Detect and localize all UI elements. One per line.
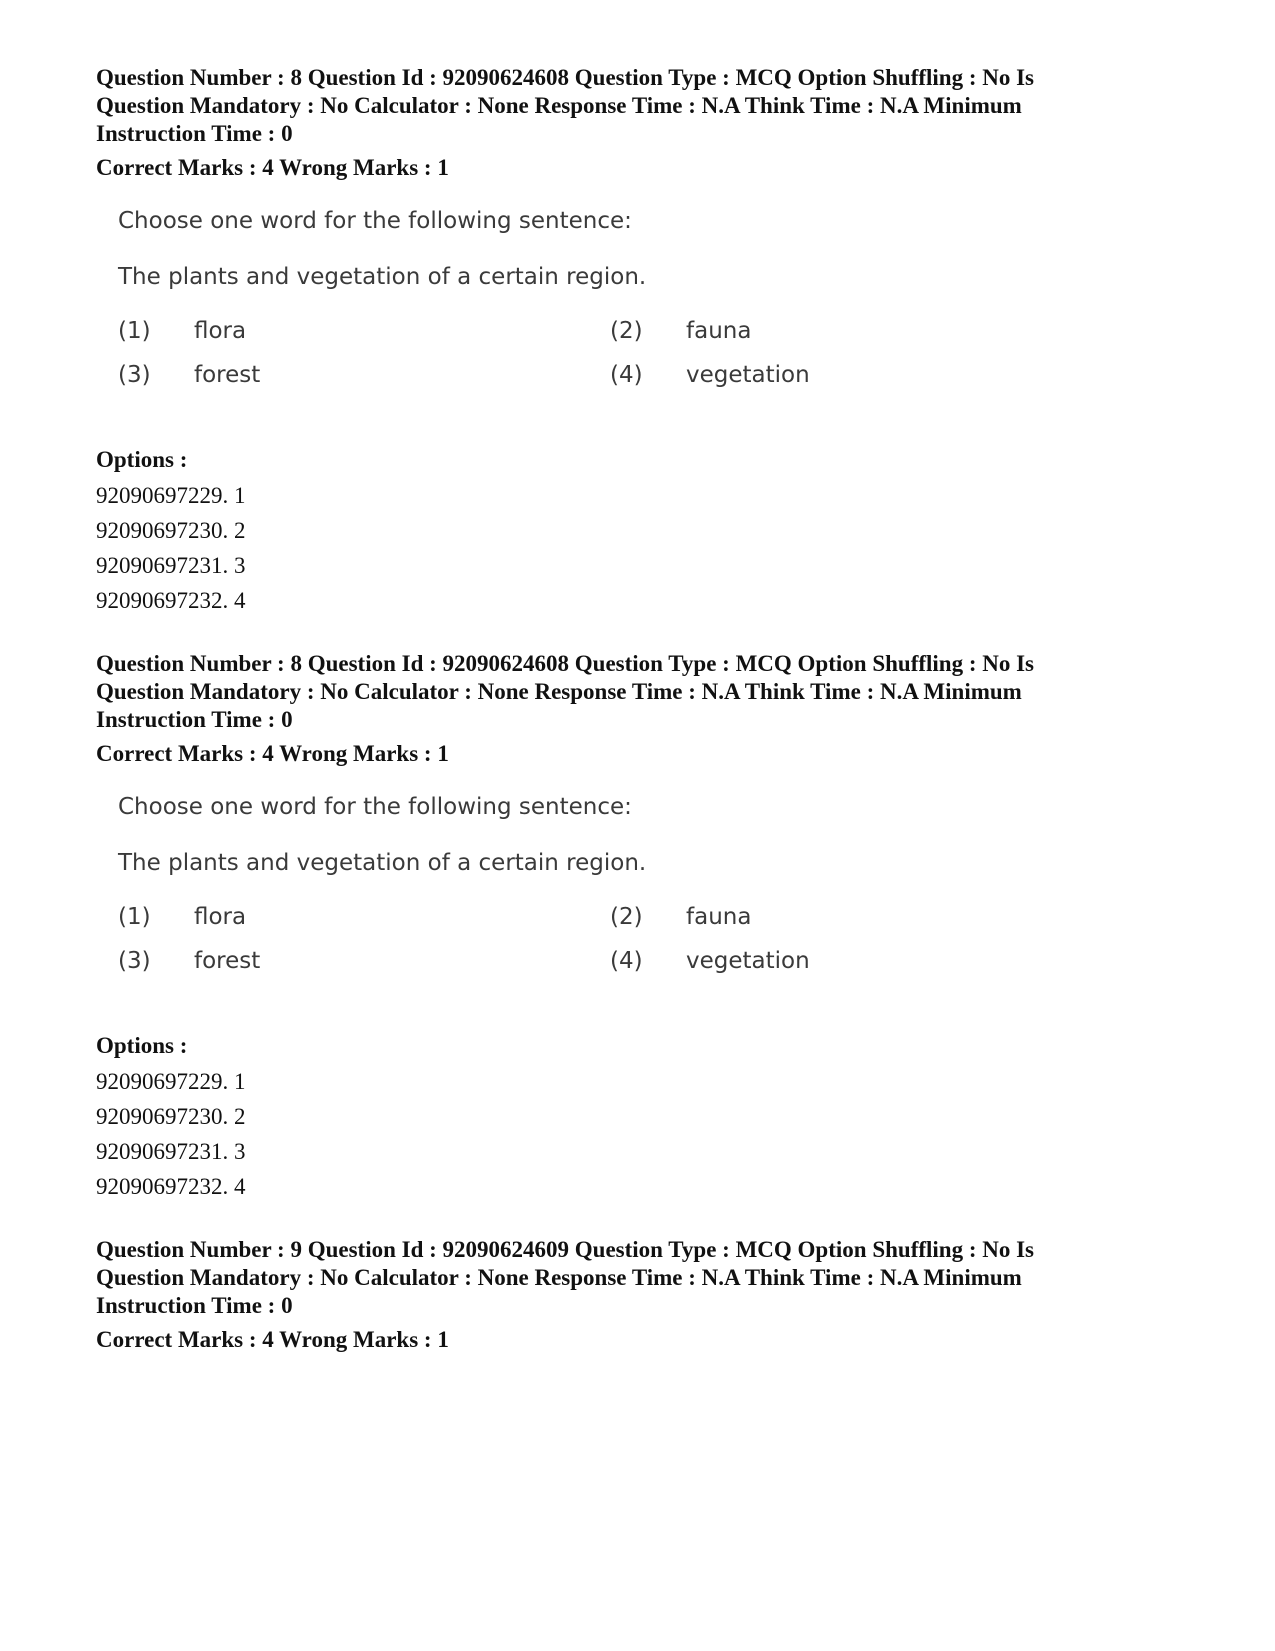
options-title: Options :: [96, 1033, 188, 1058]
question-stem: The plants and vegetation of a certain region.: [118, 264, 647, 290]
choice-text: flora: [194, 318, 247, 344]
meta-line: Question Mandatory : No Calculator : None Response Time : N.A Think Time : N.A Minimum: [96, 1265, 1022, 1290]
marks-line: Correct Marks : 4 Wrong Marks : 1: [96, 1327, 449, 1352]
meta-line: Instruction Time : 0: [96, 121, 293, 146]
meta-line: Question Mandatory : No Calculator : None Response Time : N.A Think Time : N.A Minimum: [96, 679, 1022, 704]
question-meta: [96, 650, 1146, 734]
meta-line: Instruction Time : 0: [96, 1293, 293, 1318]
option-item: 92090697232. 4: [96, 588, 246, 613]
choice-text: vegetation: [686, 948, 810, 974]
choice-text: forest: [194, 948, 261, 974]
choice-number: (3): [118, 362, 151, 388]
option-item: 92090697229. 1: [96, 483, 246, 508]
question-block: [96, 650, 1176, 1204]
question-meta: [96, 64, 1146, 148]
question-block: [96, 1236, 1176, 1354]
choice-number: (2): [610, 318, 643, 344]
question-image: [96, 794, 1176, 1004]
question-image: [96, 208, 1176, 418]
choice-number: (3): [118, 948, 151, 974]
option-item: 92090697231. 3: [96, 553, 246, 578]
option-item: 92090697229. 1: [96, 1069, 246, 1094]
choice-text: forest: [194, 362, 261, 388]
question-instruction: Choose one word for the following sentence:: [118, 208, 632, 234]
choice-text: vegetation: [686, 362, 810, 388]
marks-line: Correct Marks : 4 Wrong Marks : 1: [96, 155, 449, 180]
choice-number: (4): [610, 948, 643, 974]
question-instruction: Choose one word for the following sentence:: [118, 794, 632, 820]
options-title: Options :: [96, 447, 188, 472]
options-list: [96, 1064, 1176, 1204]
option-item: 92090697231. 3: [96, 1139, 246, 1164]
meta-line: Question Mandatory : No Calculator : None Response Time : N.A Think Time : N.A Minimum: [96, 93, 1022, 118]
options-list: [96, 478, 1176, 618]
choice-text: fauna: [686, 904, 752, 930]
option-item: 92090697232. 4: [96, 1174, 246, 1199]
choice-text: fauna: [686, 318, 752, 344]
question-block: [96, 64, 1176, 618]
option-item: 92090697230. 2: [96, 518, 246, 543]
meta-line: Instruction Time : 0: [96, 707, 293, 732]
choice-number: (4): [610, 362, 643, 388]
choice-number: (1): [118, 904, 151, 930]
question-stem: The plants and vegetation of a certain region.: [118, 850, 647, 876]
question-meta: [96, 1236, 1146, 1320]
meta-line: Question Number : 8 Question Id : 92090624608 Question Type : MCQ Option Shuffling : No Is: [96, 65, 1035, 90]
meta-line: Question Number : 9 Question Id : 92090624609 Question Type : MCQ Option Shuffling : No Is: [96, 1237, 1035, 1262]
marks-line: Correct Marks : 4 Wrong Marks : 1: [96, 741, 449, 766]
choice-number: (2): [610, 904, 643, 930]
choice-number: (1): [118, 318, 151, 344]
choice-text: flora: [194, 904, 247, 930]
option-item: 92090697230. 2: [96, 1104, 246, 1129]
meta-line: Question Number : 8 Question Id : 92090624608 Question Type : MCQ Option Shuffling : No Is: [96, 651, 1035, 676]
